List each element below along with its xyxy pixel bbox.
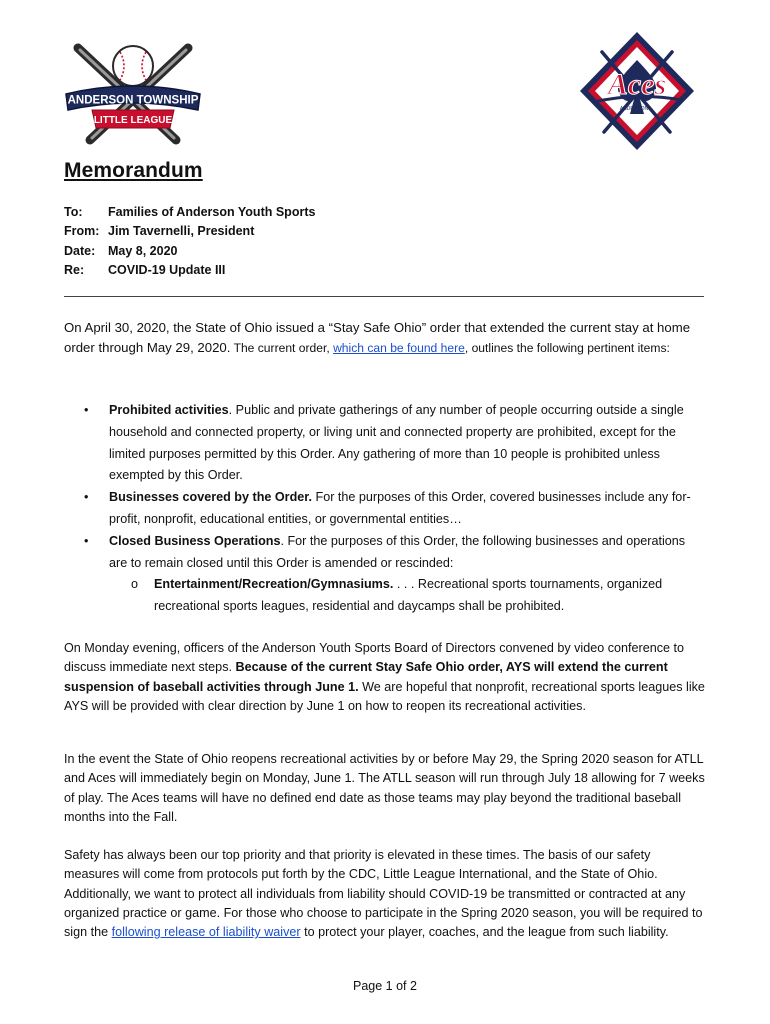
aces-logo <box>578 30 696 152</box>
board-text-bold: Because of the current Stay Safe Ohio order, AYS will extend the current suspension of baseball activities through June 1. <box>64 660 668 694</box>
intro-text-b: The current order, <box>230 341 334 356</box>
order-items-list <box>84 400 704 618</box>
intro-paragraph <box>64 318 706 359</box>
memo-title: Memorandum <box>64 159 203 182</box>
sub-list-item <box>84 574 704 618</box>
bullet-icon: • <box>84 490 89 505</box>
waiver-link[interactable]: following release of liability waiver <box>111 925 301 940</box>
to-value: Families of Anderson Youth Sports <box>108 205 316 219</box>
bullet-3-bold: Closed Business Operations <box>109 533 281 548</box>
hollow-bullet-icon: o <box>131 577 139 592</box>
order-link[interactable]: which can be found here <box>333 341 465 356</box>
intro-text-c: , outlines the following pertinent items: <box>464 341 670 356</box>
list-item <box>84 487 704 531</box>
memo-from-row <box>64 222 315 241</box>
logo-left-line1: ANDERSON TOWNSHIP <box>67 94 199 107</box>
memo-re-row <box>64 261 315 280</box>
sub-bullet-bold: Entertainment/Recreation/Gymnasiums. <box>154 577 394 592</box>
board-paragraph <box>64 639 706 716</box>
bullet-icon: • <box>84 403 89 417</box>
re-label: Re: <box>64 263 85 278</box>
logo-right-small: ANDERSON <box>619 106 649 112</box>
logo-left-line2: LITTLE LEAGUE <box>93 115 173 126</box>
season-paragraph: In the event the State of Ohio reopens recreational activities by or before May 29, the Spring 2020 season for ATLL and Aces will immediately begin on Monday, June 1. The ATLL season will run through July 18 allowing for 7 weeks of play. The Aces teams will have no defined end date as those teams may play beyond the traditional baseball months into the Fall. <box>64 752 705 824</box>
board-text-b: We are hopeful that nonprofit, recreational sports leagues like AYS will be provided with clear direction by June 1 on how to reopen its recreational activities. <box>64 679 705 713</box>
sub-bullet-text: . . . Recreational sports tournaments, organized recreational sports leagues, residential and daycamps shall be prohibited. <box>154 577 663 614</box>
bullet-2-text: For the purposes of this Order, covered businesses include any for-profit, nonprofit, educational entities, or governmental entities… <box>109 490 691 526</box>
logo-right-word: Aces <box>607 68 667 101</box>
memo-date-row <box>64 242 315 261</box>
safety-text-b: to protect your player, coaches, and the league from such liability. <box>300 925 669 940</box>
page-number: Page 1 of 2 <box>353 979 417 993</box>
memo-header <box>64 203 315 281</box>
bullet-3-text: . For the purposes of this Order, the following businesses and operations are to remain closed until this Order is amended or rescinded: <box>109 533 686 570</box>
bullet-1-text: . Public and private gatherings of any number of people occurring outside a single household and connected property, or living unit and connected property are prohibited, except for the limited purposes permitted by this Order. Any gathering of more than 10 people is prohibited unless exempted by this Order. <box>109 403 684 483</box>
date-value: May 8, 2020 <box>108 243 178 258</box>
re-value: COVID-19 Update III <box>108 263 226 278</box>
from-value: Jim Tavernelli, President <box>108 224 255 239</box>
bullet-2-bold: Businesses covered by the Order. <box>109 490 312 505</box>
intro-text-a: On April 30, 2020, the State of Ohio issued a “Stay Safe Ohio” order that extended the current stay at home order through May 29, 2020. <box>64 320 691 356</box>
list-item <box>84 400 704 487</box>
bullet-1-bold: Prohibited activities <box>109 403 229 417</box>
to-label: To: <box>64 205 83 219</box>
header-divider <box>64 296 704 297</box>
safety-text-a: Safety has always been our top priority and that priority is elevated in these times. The basis of our safety measures will come from protocols put forth by the CDC, Little League International, and the State of Ohio. Additionally, we want to protect all individuals from liability should COVID-19 be transmitted or contracted at any organized practice or game. For those who choose to participate in the Spring 2020 season, you will be required to sign the <box>64 848 703 940</box>
memo-to-row <box>64 203 315 222</box>
date-label: Date: <box>64 243 96 258</box>
anderson-township-little-league-logo <box>58 40 208 148</box>
from-label: From: <box>64 224 100 239</box>
bullet-icon: • <box>84 533 89 548</box>
board-text-a: On Monday evening, officers of the Anderson Youth Sports Board of Directors convened by video conference to discuss immediate next steps. <box>64 641 685 675</box>
safety-paragraph <box>64 846 706 942</box>
list-item <box>84 531 704 575</box>
